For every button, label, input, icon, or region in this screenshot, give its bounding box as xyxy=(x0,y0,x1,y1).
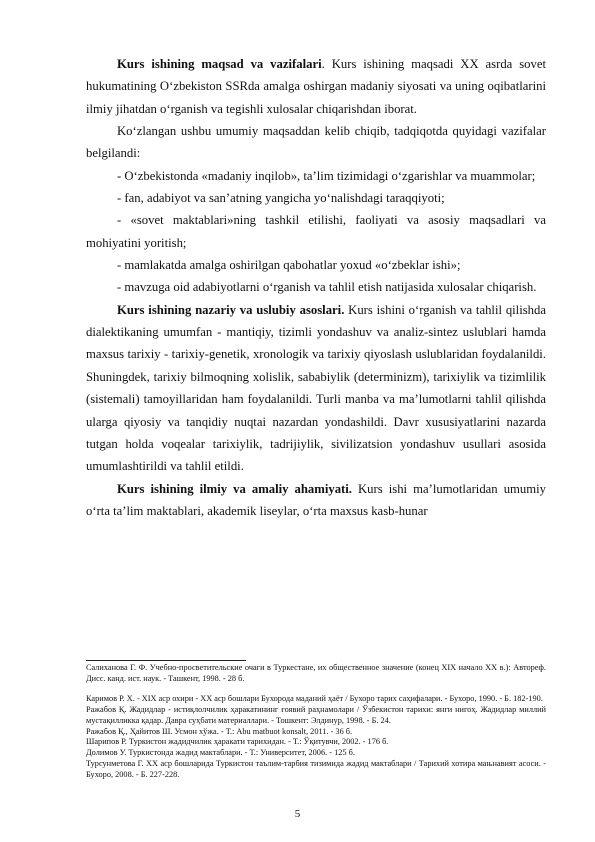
main-text xyxy=(86,53,546,522)
footnote: Турсунметова Г. XX аср бошларида Туркистон таълим-тарбия тизимида жадид мактаблари / Тарихий хотира мањнавият асоси. - Бухоро, 2008. - Б. 227-228. xyxy=(86,759,546,780)
heading-goal: Kurs ishining maqsad va vazifalari xyxy=(117,57,322,71)
footnote: Шарипов Р. Туркистон жадидчилик ҳаракати тарихидан. - Т.: Ўқитувчи, 2002. - 176 б. xyxy=(86,737,389,747)
goal-text: . Kurs ishining maqsadi XX asrda sovet hukumatining O‘zbekiston SSRda amalga oshirgan madaniy siyosati va uning oqibatlarini ilmiy jihatdan o‘rganish va tegishli xulosalar chiqarishdan iborat. xyxy=(86,57,547,116)
paragraph-goal xyxy=(86,53,546,120)
task-item: - mavzuga oid adabiyotlarni o‘rganish va tahlil etish natijasida xulosalar chiqarish. xyxy=(117,280,537,295)
paragraph-significance xyxy=(86,478,546,523)
paragraph-intro: Ko‘zlangan ushbu umumiy maqsaddan kelib chiqib, tadqiqotda quyidagi vazifalar belgilandi: xyxy=(86,124,546,161)
task-item: - O‘zbekistonda «madaniy inqilob», ta’lim tizimidagi o‘zgarishlar va muammolar; xyxy=(117,168,536,183)
footnote: Ражабов Қ., Ҳайитов Ш. Усмон хўжа. - Т.: Abu matbuot konsalt, 2011. - 36 б. xyxy=(86,726,353,736)
footnote: Каримов Р. Х. - XIX аср охири - XX аср бошлари Бухорода маданий ҳаёт / Бухоро тарих саҳифалари. - Бухоро, 1990. - Б. 182-190. xyxy=(86,693,543,703)
footnote: Долимов У. Туркистонда жадид мактаблари. - Т.: Университет, 2006. - 125 б. xyxy=(86,748,355,758)
footnote: Ражабов Қ. Жадидлар - истиқлолчилик ҳаракатининг ғоявий раҳнамолари / Ўзбекистон тарихи: янги нигоҳ. Жадидлар миллий мустақилликка қадар. Давра суҳбати материаллари. - Тошкент: Элдинур, 1998. - Б. 24. xyxy=(86,704,546,725)
page-number: 5 xyxy=(294,808,301,820)
task-item: - fan, adabiyot va san’atning yangicha yo‘nalishdagi taraqqiyoti; xyxy=(117,191,445,206)
footnote-divider xyxy=(86,660,246,661)
task-item: - «sovet maktablari»ning tashkil etilishi, faoliyati va asosiy maqsadlari va mohiyatini yoritish; xyxy=(86,213,546,250)
methods-text: Kurs ishini o‘rganish va tahlil qilishda dialektikaning umumfan - mantiqiy, tizimli yondashuv va analiz-sintez uslublari hamda maxsus tarixiy - tarixiy-genetik, xronologik va tarixiy qiyoslash uslublaridan foydalanildi. Shuningdek, tarixiy bilmoqning xolislik, sababiylik (determinizm), tarixiylik va tizimlilik (sistemali) tamoyillaridan ham foydalanildi. Turli manba va ma’lumotlarni tahlil qilishda ularga qiyosiy va tanqidiy nuqtai nazardan yondashildi. Davr xususiyatlarini nazarda tutgan holda voqealar tarixiylik, tadrijiylik, sivilizatsion yondashuv usullari asosida umumlashtirildi va tahlil etildi. xyxy=(86,302,546,474)
heading-significance: Kurs ishining ilmiy va amaliy ahamiyati. xyxy=(117,481,352,496)
heading-methods: Kurs ishining nazariy va uslubiy asoslari. xyxy=(117,302,345,317)
significance-text: Kurs ishi ma’lumotlaridan umumiy o‘rta ta’lim maktablari, akademik liseylar, o‘rta maxsus kasb-hunar xyxy=(86,481,546,518)
task-item: - mamlakatda amalga oshirilgan qabohatlar yoxud «o‘zbeklar ishi»; xyxy=(117,258,461,273)
paragraph-methods xyxy=(86,299,546,478)
footnotes xyxy=(86,663,546,781)
footnote: Салиханова Г. Ф. Учебно-просветительские очаги в Туркестане, их общественное значение (конец XIX начало XX в.): Автореф. Дисс. канд. ист. наук. - Ташкент, 1998. - 28 б. xyxy=(86,663,546,683)
